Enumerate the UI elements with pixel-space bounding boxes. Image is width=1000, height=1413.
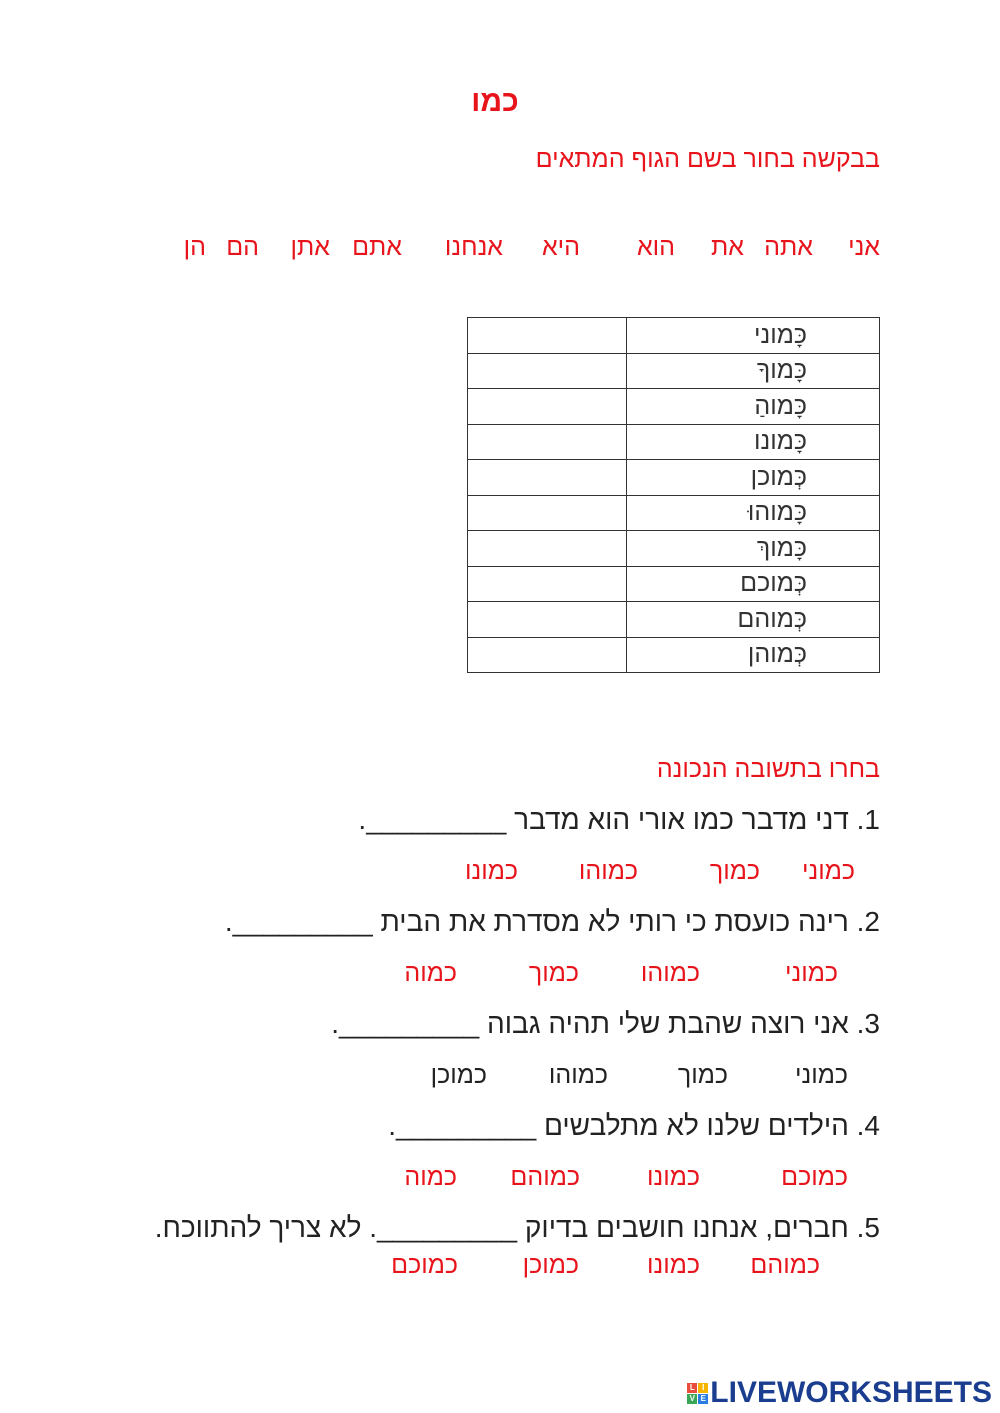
logo-cell: I xyxy=(698,1383,708,1393)
pronoun-ata[interactable]: אתה xyxy=(764,233,813,261)
form-cell: כָּמוהַ xyxy=(626,389,879,425)
q1-option-3[interactable]: כמוהו xyxy=(578,857,638,885)
logo-cell: V xyxy=(687,1394,697,1404)
q2-option-3[interactable]: כמוך xyxy=(528,959,579,987)
pronoun-anachnu[interactable]: אנחנו xyxy=(444,233,503,261)
question-2: 2. רינה כועסת כי רותי לא מסדרת את הבית _________. xyxy=(224,906,880,937)
form-cell: כָּמוהוּ xyxy=(626,495,879,531)
table-row xyxy=(468,495,880,531)
table-row xyxy=(468,424,880,460)
table-row xyxy=(468,566,880,602)
answer-cell[interactable] xyxy=(468,531,627,567)
answer-cell[interactable] xyxy=(468,637,627,673)
pronoun-ani[interactable]: אני xyxy=(848,233,880,261)
q3-option-2[interactable]: כמוך xyxy=(677,1061,728,1089)
form-cell: כְּמוהן xyxy=(626,637,879,673)
forms-table xyxy=(467,317,880,673)
q3-option-4[interactable]: כמוכן xyxy=(430,1061,487,1089)
table-row xyxy=(468,531,880,567)
answer-cell[interactable] xyxy=(468,495,627,531)
form-cell: כָּמוני xyxy=(626,318,879,354)
question-4: 4. הילדים שלנו לא מתלבשים _________. xyxy=(388,1110,880,1141)
table-row xyxy=(468,460,880,496)
q5-option-4[interactable]: כמוכם xyxy=(391,1251,458,1279)
q2-option-2[interactable]: כמוהו xyxy=(640,959,700,987)
logo-text: LIVEWORKSHEETS xyxy=(710,1376,992,1409)
logo-grid-icon xyxy=(687,1383,708,1404)
q4-option-3[interactable]: כמוהם xyxy=(510,1163,580,1191)
answer-cell[interactable] xyxy=(468,389,627,425)
table-row xyxy=(468,318,880,354)
answer-cell[interactable] xyxy=(468,602,627,638)
form-cell: כָּמוךָ xyxy=(626,353,879,389)
question-5: 5. חברים, אנחנו חושבים בדיוק _________. לא צריך להתווכח. xyxy=(154,1212,880,1243)
q3-option-3[interactable]: כמוהו xyxy=(548,1061,608,1089)
answer-cell[interactable] xyxy=(468,460,627,496)
pronoun-atem[interactable]: אתם xyxy=(352,233,402,261)
logo-cell: L xyxy=(687,1383,697,1393)
pronoun-aten[interactable]: אתן xyxy=(290,233,330,261)
form-cell: כָּמונו xyxy=(626,424,879,460)
q5-option-3[interactable]: כמוכן xyxy=(522,1251,579,1279)
pronoun-hu[interactable]: הוא xyxy=(636,233,675,261)
q1-option-4[interactable]: כמונו xyxy=(464,857,518,885)
question-1: 1. דני מדבר כמו אורי הוא מדבר _________. xyxy=(358,804,880,835)
q1-option-2[interactable]: כמוך xyxy=(709,857,760,885)
answer-cell[interactable] xyxy=(468,424,627,460)
q1-option-1[interactable]: כמוני xyxy=(801,857,855,885)
pronoun-hem[interactable]: הם xyxy=(226,233,259,261)
q5-option-1[interactable]: כמוהם xyxy=(750,1251,820,1279)
q5-option-2[interactable]: כמונו xyxy=(646,1251,700,1279)
pronoun-hen[interactable]: הן xyxy=(183,233,206,261)
question-3: 3. אני רוצה שהבת שלי תהיה גבוה _________. xyxy=(331,1008,880,1039)
form-cell: כְּמוכם xyxy=(626,566,879,602)
logo-cell: E xyxy=(698,1394,708,1404)
liveworksheets-logo[interactable] xyxy=(687,1376,992,1410)
section-title: בחרו בתשובה הנכונה xyxy=(656,755,880,783)
table-row xyxy=(468,602,880,638)
form-cell: כְּמוהם xyxy=(626,602,879,638)
answer-cell[interactable] xyxy=(468,353,627,389)
q4-option-1[interactable]: כמוכם xyxy=(781,1163,848,1191)
page-title: כמו xyxy=(471,85,519,118)
q4-option-2[interactable]: כמונו xyxy=(646,1163,700,1191)
q2-option-4[interactable]: כמוה xyxy=(404,959,457,987)
q2-option-1[interactable]: כמוני xyxy=(784,959,838,987)
answer-cell[interactable] xyxy=(468,566,627,602)
table-row xyxy=(468,637,880,673)
q4-option-4[interactable]: כמוה xyxy=(404,1163,457,1191)
q3-option-1[interactable]: כמוני xyxy=(794,1061,848,1089)
form-cell: כְּמוכן xyxy=(626,460,879,496)
table-row xyxy=(468,389,880,425)
answer-cell[interactable] xyxy=(468,318,627,354)
instruction: בבקשה בחור בשם הגוף המתאים xyxy=(535,145,880,173)
table-row xyxy=(468,353,880,389)
form-cell: כָּמוךְ xyxy=(626,531,879,567)
pronoun-hi[interactable]: היא xyxy=(541,233,580,261)
pronoun-at[interactable]: את xyxy=(711,233,744,261)
